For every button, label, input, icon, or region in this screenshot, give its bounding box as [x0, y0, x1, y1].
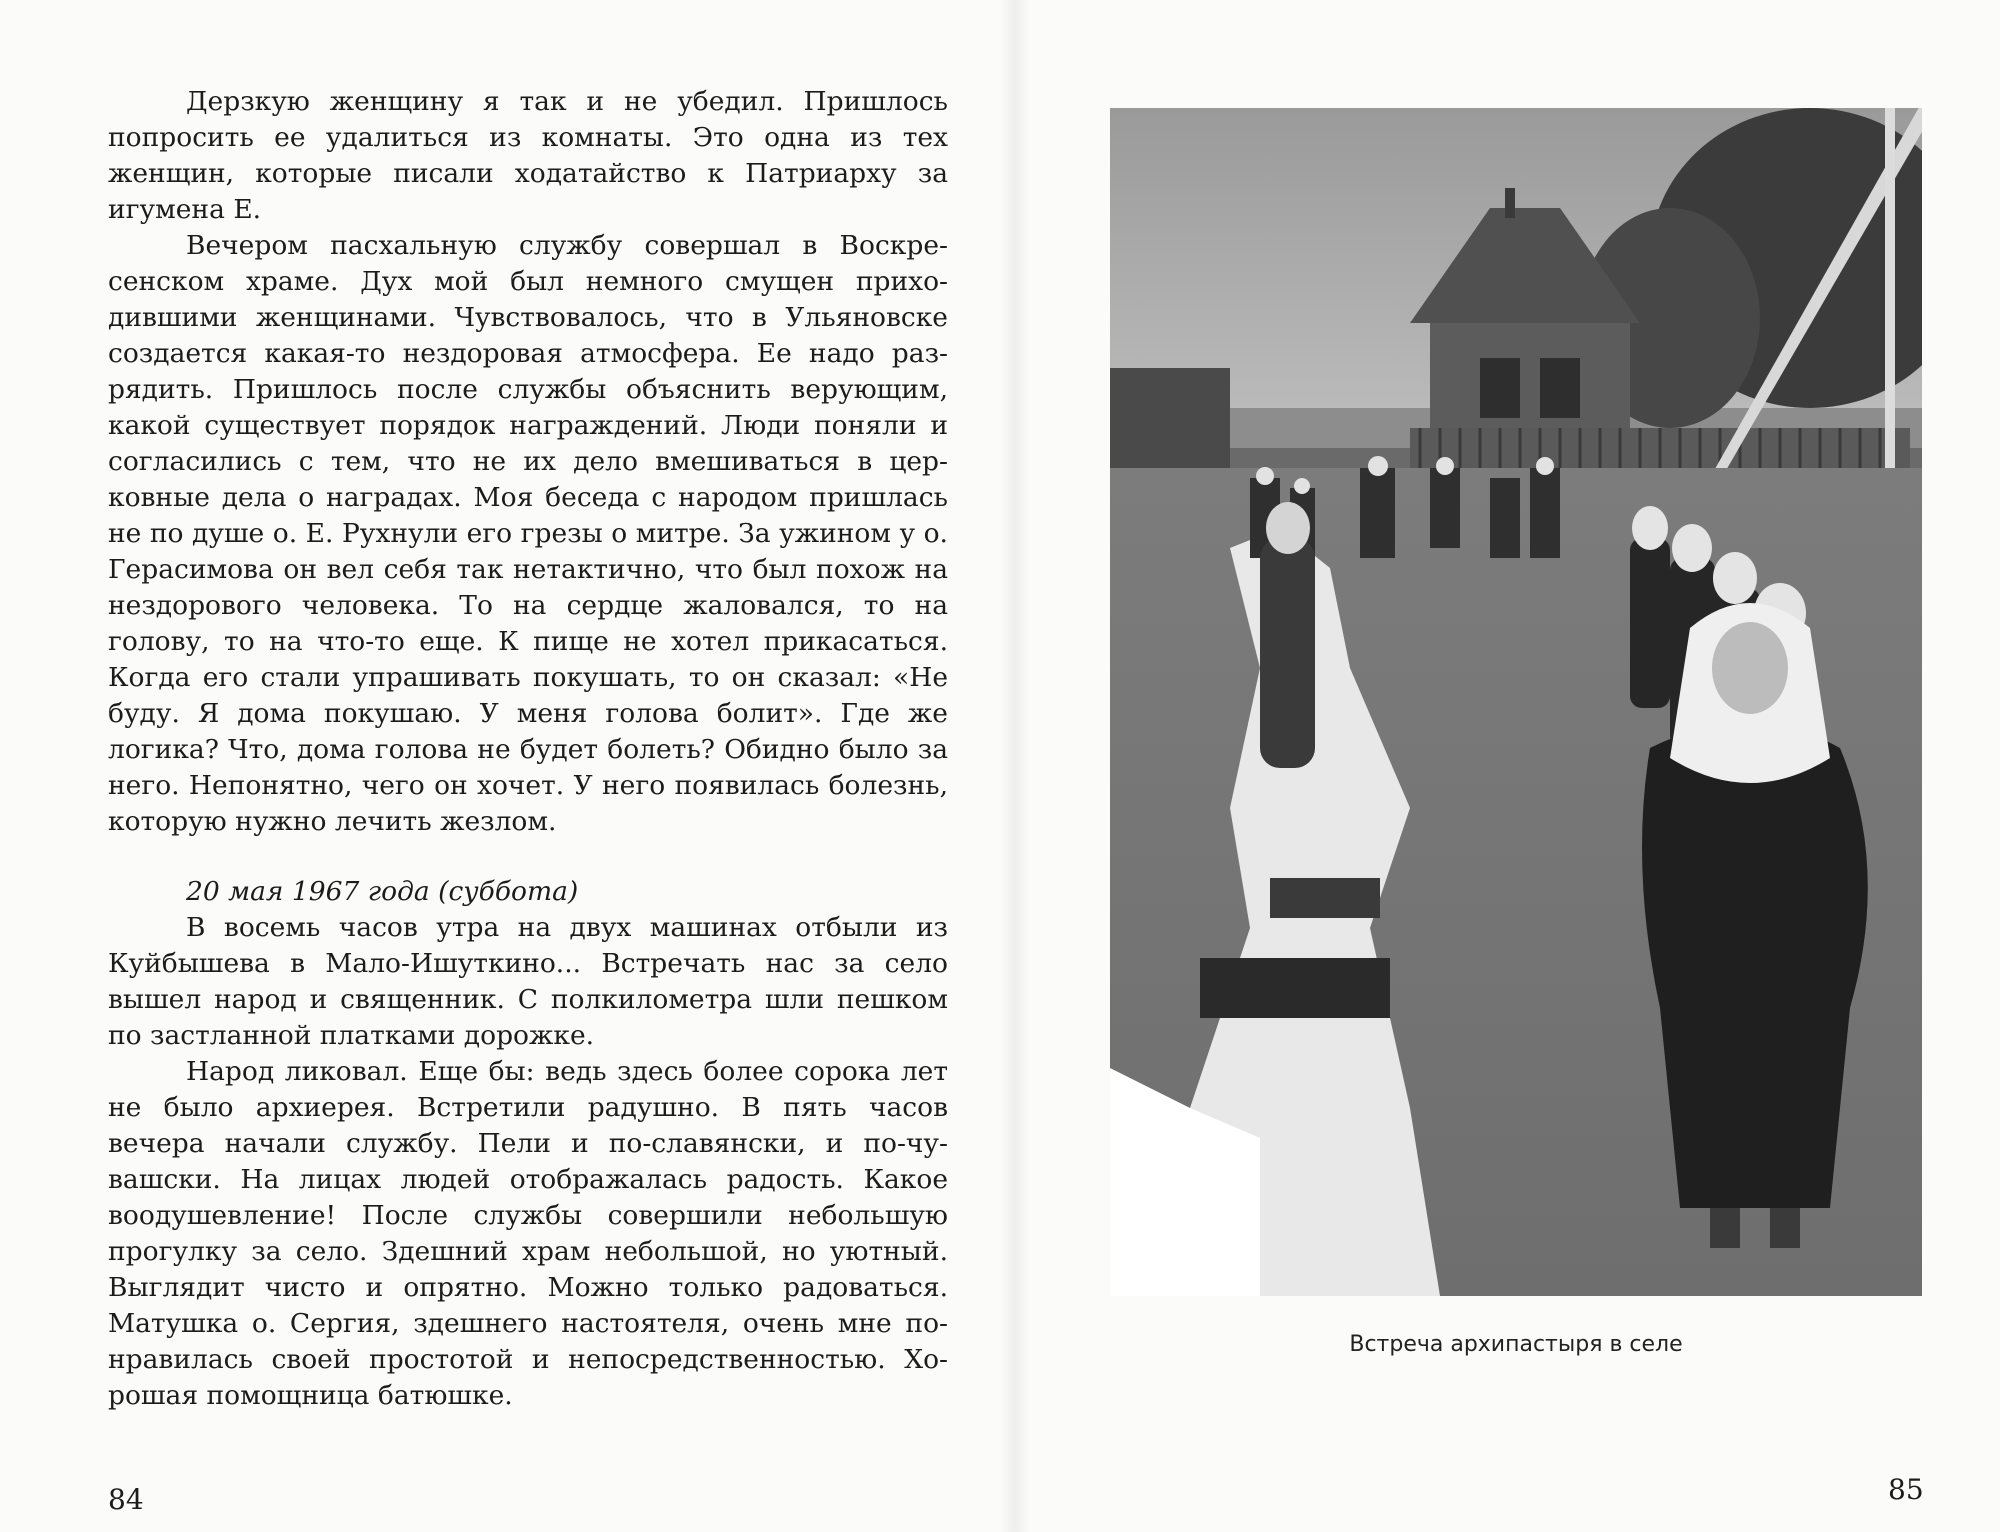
page-number-left: 84 [108, 1483, 144, 1516]
paragraph-4: Народ ликовал. Еще бы: ведь здесь более сорока лет не было архиерея. Встретили радушно. В пять часов вечера начали службу. Пели и по-славянски, и по-чувашски. На лицах людей отображалась радость. Какое воодушевление! После службы совершили небольшую прогулку за село. Здешний храм небольшой, но уютный. Выглядит чисто и опрятно. Можно только радоваться. Матушка о. Сергия, здешнего настоятеля, очень мне понравилась своей простотой и непосредственностью. Хорошая помощница батюшке. [108, 1056, 948, 1411]
book-gutter [1000, 0, 1030, 1532]
page-number-right: 85 [1888, 1473, 1924, 1506]
photo-caption: Встреча архипастыря в селе [1349, 1332, 1683, 1357]
diary-dateline: 20 мая 1967 года (суббота) [186, 876, 579, 907]
paragraph-1: Дерзкую женщину я так и не убедил. Пришлось попросить ее удалиться из комнаты. Это одна из тех женщин, которые писали ходатайство к Патриарху за игумена Е. [108, 86, 948, 225]
paragraph-3: В восемь часов утра на двух машинах отбыли из Куйбышева в Мало-Ишуткино... Встречать нас за село вышел народ и священник. С полкилометра шли пешком по застланной платками дорожке. [108, 912, 948, 1051]
left-page [108, 84, 948, 1414]
village-photo [1110, 108, 1922, 1296]
paragraph-2: Вечером пасхальную службу совершал в Воскресенском храме. Дух мой был немного смущен приходившими женщинами. Чувствовалось, что в Ульяновске создается какая-то нездоровая атмосфера. Ее надо разрядить. Пришлось после службы объяснить верующим, какой существует порядок награждений. Люди поняли и согласились с тем, что не их дело вмешиваться в церковные дела о наградах. Моя беседа с народом пришлась не по душе о. Е. Рухнули его грезы о митре. За ужином у о. Герасимова он вел себя так нетактично, что был похож на нездорового человека. То на сердце жаловался, то на голову, то на что-то еще. К пище не хотел прикасаться. Когда его стали упрашивать покушать, то он сказал: «Не буду. Я дома покушаю. У меня голова болит». Где же логика? Что, дома голова не будет болеть? Обидно было за него. Непонятно, чего он хочет. У него появилась болезнь, которую нужно лечить жезлом. [108, 230, 948, 837]
